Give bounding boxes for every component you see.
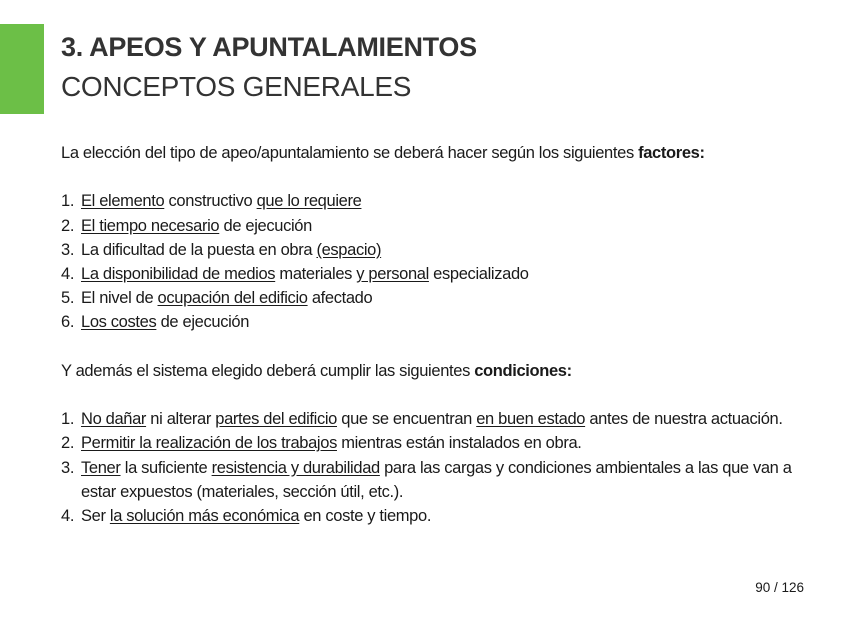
underlined-phrase: (espacio)	[316, 240, 382, 259]
text-segment: afectado	[307, 289, 373, 308]
factor-item-text	[81, 310, 801, 334]
accent-bar	[0, 24, 44, 114]
text-segment: ni alterar	[146, 410, 216, 429]
underlined-phrase: No dañar	[81, 410, 147, 429]
conditions-intro: Y además el sistema elegido deberá cumplir las siguientes condiciones:	[61, 361, 572, 380]
page-counter: 90 / 126	[755, 580, 804, 595]
content-body	[61, 141, 801, 528]
underlined-phrase: y personal	[356, 265, 429, 283]
text-segment: Ser	[81, 507, 110, 525]
text-segment: de ejecución	[219, 216, 312, 235]
condition-item-text	[81, 504, 801, 528]
factor-item-number: 3.	[61, 240, 75, 259]
factor-item-number: 6.	[61, 313, 75, 332]
factor-item	[61, 262, 801, 286]
underlined-phrase: partes del edificio	[215, 410, 338, 429]
condition-item	[61, 504, 801, 528]
factor-item-number: 2.	[61, 216, 75, 235]
condition-item	[61, 407, 801, 431]
text-segment: de ejecución	[156, 313, 250, 332]
condition-item-text	[81, 431, 801, 455]
text-segment: La dificultad de la puesta en obra	[81, 240, 317, 259]
condition-item-text	[81, 456, 801, 504]
condition-item-number: 1.	[61, 410, 75, 429]
conditions-list	[61, 407, 801, 528]
condition-item-number: 4.	[61, 507, 75, 525]
underlined-phrase: La disponibilidad de medios	[81, 265, 276, 283]
underlined-phrase: ocupación del edificio	[157, 289, 308, 308]
condition-item	[61, 456, 801, 504]
text-segment: que se encuentran	[337, 410, 477, 429]
underlined-phrase: El elemento	[81, 192, 165, 211]
underlined-phrase: resistencia y durabilidad	[211, 458, 380, 477]
underlined-phrase: Tener	[81, 458, 121, 477]
factor-item-text	[81, 238, 801, 262]
factor-item-text	[81, 214, 801, 238]
factor-item-text	[81, 189, 801, 213]
condition-item-number: 3.	[61, 458, 75, 477]
underlined-phrase: El tiempo necesario	[81, 216, 220, 235]
factor-item	[61, 286, 801, 310]
page-subtitle: CONCEPTOS GENERALES	[61, 71, 412, 102]
text-segment: especializado	[428, 265, 529, 283]
text-segment: antes de nuestra actuación.	[585, 410, 783, 429]
factor-item-number: 1.	[61, 192, 75, 211]
text-segment: para las cargas y condiciones ambientales a las que van a estar expuestos (materiales, sección útil, etc.).	[81, 458, 792, 501]
factor-item	[61, 238, 801, 262]
factor-item-text	[81, 262, 801, 286]
factor-item-number: 5.	[61, 289, 75, 308]
factor-item	[61, 310, 801, 334]
text-segment: El nivel de	[81, 289, 158, 308]
factors-intro: La elección del tipo de apeo/apuntalamiento se deberá hacer según los siguientes factores:	[61, 144, 705, 162]
factors-keyword: factores:	[638, 144, 705, 162]
factor-item-number: 4.	[61, 265, 75, 283]
underlined-phrase: Permitir la realización de los trabajos	[81, 434, 337, 453]
underlined-phrase: en buen estado	[476, 410, 586, 429]
text-segment: la suficiente	[120, 458, 212, 477]
factor-item-text	[81, 286, 801, 310]
condition-item-text	[81, 407, 801, 431]
text-segment: mientras están instalados en obra.	[336, 434, 582, 453]
underlined-phrase: la solución más económica	[109, 507, 300, 525]
conditions-keyword: condiciones:	[474, 361, 572, 380]
condition-item-number: 2.	[61, 434, 75, 453]
page-title: 3. APEOS Y APUNTALAMIENTOS	[61, 32, 477, 62]
condition-item	[61, 431, 801, 455]
factor-item	[61, 214, 801, 238]
underlined-phrase: que lo requiere	[256, 192, 362, 211]
underlined-phrase: Los costes	[81, 313, 157, 332]
factors-list	[61, 189, 801, 334]
text-segment: constructivo	[164, 192, 257, 211]
factor-item	[61, 189, 801, 213]
text-segment: en coste y tiempo.	[299, 507, 432, 525]
text-segment: materiales	[275, 265, 357, 283]
